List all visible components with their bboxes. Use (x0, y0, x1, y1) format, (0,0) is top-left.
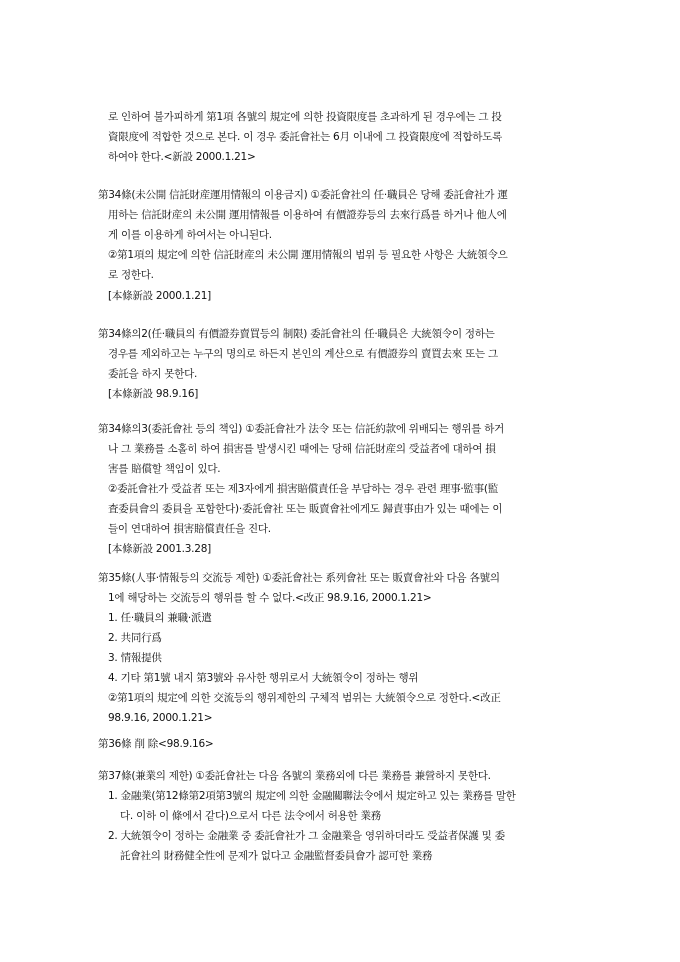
amendment-note: [本條新設 2001.3.28] (108, 543, 211, 555)
list-item: 2. 共同行爲 (108, 632, 162, 644)
text-line: 로 정한다. (108, 269, 154, 281)
article-heading-line: 第35條(人事·情報등의 交流등 제한) ①委託會社는 系列會社 또는 販賣會社와 다음 各號의 (98, 572, 500, 584)
text-line: ②第1項의 規定에 의한 交流등의 행위제한의 구체적 범위는 大統領令으로 정한다.<改正 (108, 692, 501, 704)
text-line: 用하는 信託財産의 未公開 運用情報를 이용하여 有價證券등의 去來行爲를 하거나 他人에 (108, 209, 507, 221)
list-item: 1. 金融業(第12條第2項第3號의 規定에 의한 金融關聯法令에서 規定하고 있는 業務를 말한 (108, 790, 516, 802)
amendment-note: [本條新設 2000.1.21] (108, 290, 211, 302)
list-item: 4. 기타 第1號 내지 第3號와 유사한 행위로서 大統領令이 정하는 행위 (108, 672, 419, 684)
text-line: 資限度에 적합한 것으로 본다. 이 경우 委託會社는 6月 이내에 그 投資限度에 적합하도록 (108, 131, 503, 143)
text-line: 1에 해당하는 交流등의 행위를 할 수 없다.<改正 98.9.16, 2000.1.21> (108, 592, 432, 604)
article-heading-line: 第34條(未公開 信託財産運用情報의 이용금지) ①委託會社의 任·職員은 당해 委託會社가 運 (98, 189, 508, 201)
text-line: 경우를 제외하고는 누구의 명의로 하든지 본인의 계산으로 有價證券의 賣買去來 또는 그 (108, 348, 498, 360)
text-line: 게 이를 이용하게 하여서는 아니된다. (108, 229, 272, 241)
list-item: 3. 情報提供 (108, 652, 162, 664)
text-line: 하여야 한다.<新設 2000.1.21> (108, 151, 256, 163)
text-line: 委託을 하지 못한다. (108, 368, 198, 380)
list-item: 2. 大統領令이 정하는 金融業 중 委託會社가 그 金融業을 영위하더라도 受益者保護 및 委 (108, 830, 505, 842)
article-heading-line: 第36條 削 除<98.9.16> (98, 738, 214, 750)
text-line: 査委員會의 委員을 포함한다)·委託會社 또는 販賣會社에게도 歸責事由가 있는 때에는 이 (108, 503, 503, 515)
article-heading-line: 第37條(兼業의 제한) ①委託會社는 다음 各號의 業務외에 다른 業務를 兼營하지 못한다. (98, 770, 491, 782)
text-line: 로 인하여 불가피하게 第1項 各號의 規定에 의한 投資限度를 초과하게 된 경우에는 그 投 (108, 111, 502, 123)
text-line: 다. 이하 이 條에서 같다)으로서 다른 法令에서 허용한 業務 (120, 810, 381, 822)
article-heading-line: 第34條의3(委託會社 등의 책임) ①委託會社가 法令 또는 信託約款에 위배되는 행위를 하거 (98, 423, 505, 435)
text-line: 託會社의 財務健全性에 문제가 없다고 金融監督委員會가 認可한 業務 (120, 850, 433, 862)
text-line: 害를 賠償할 책임이 있다. (108, 463, 221, 475)
text-line: 들이 연대하여 損害賠償責任을 진다. (108, 523, 271, 535)
text-line: 나 그 業務를 소홀히 하여 損害를 발생시킨 때에는 당해 信託財産의 受益者에 대하여 損 (108, 443, 496, 455)
amendment-note: [本條新設 98.9.16] (108, 388, 199, 400)
text-line: 98.9.16, 2000.1.21> (108, 712, 213, 724)
text-line: ②委託會社가 受益者 또는 제3자에게 損害賠償責任을 부담하는 경우 관련 理事·監事(監 (108, 483, 499, 495)
list-item: 1. 任·職員의 兼職·派遣 (108, 612, 212, 624)
text-line: ②第1項의 規定에 의한 信託財産의 未公開 運用情報의 범위 등 필요한 사항은 大統領令으 (108, 249, 508, 261)
article-heading-line: 第34條의2(任·職員의 有價證券賣買등의 制限) 委託會社의 任·職員은 大統領令이 정하는 (98, 328, 495, 340)
